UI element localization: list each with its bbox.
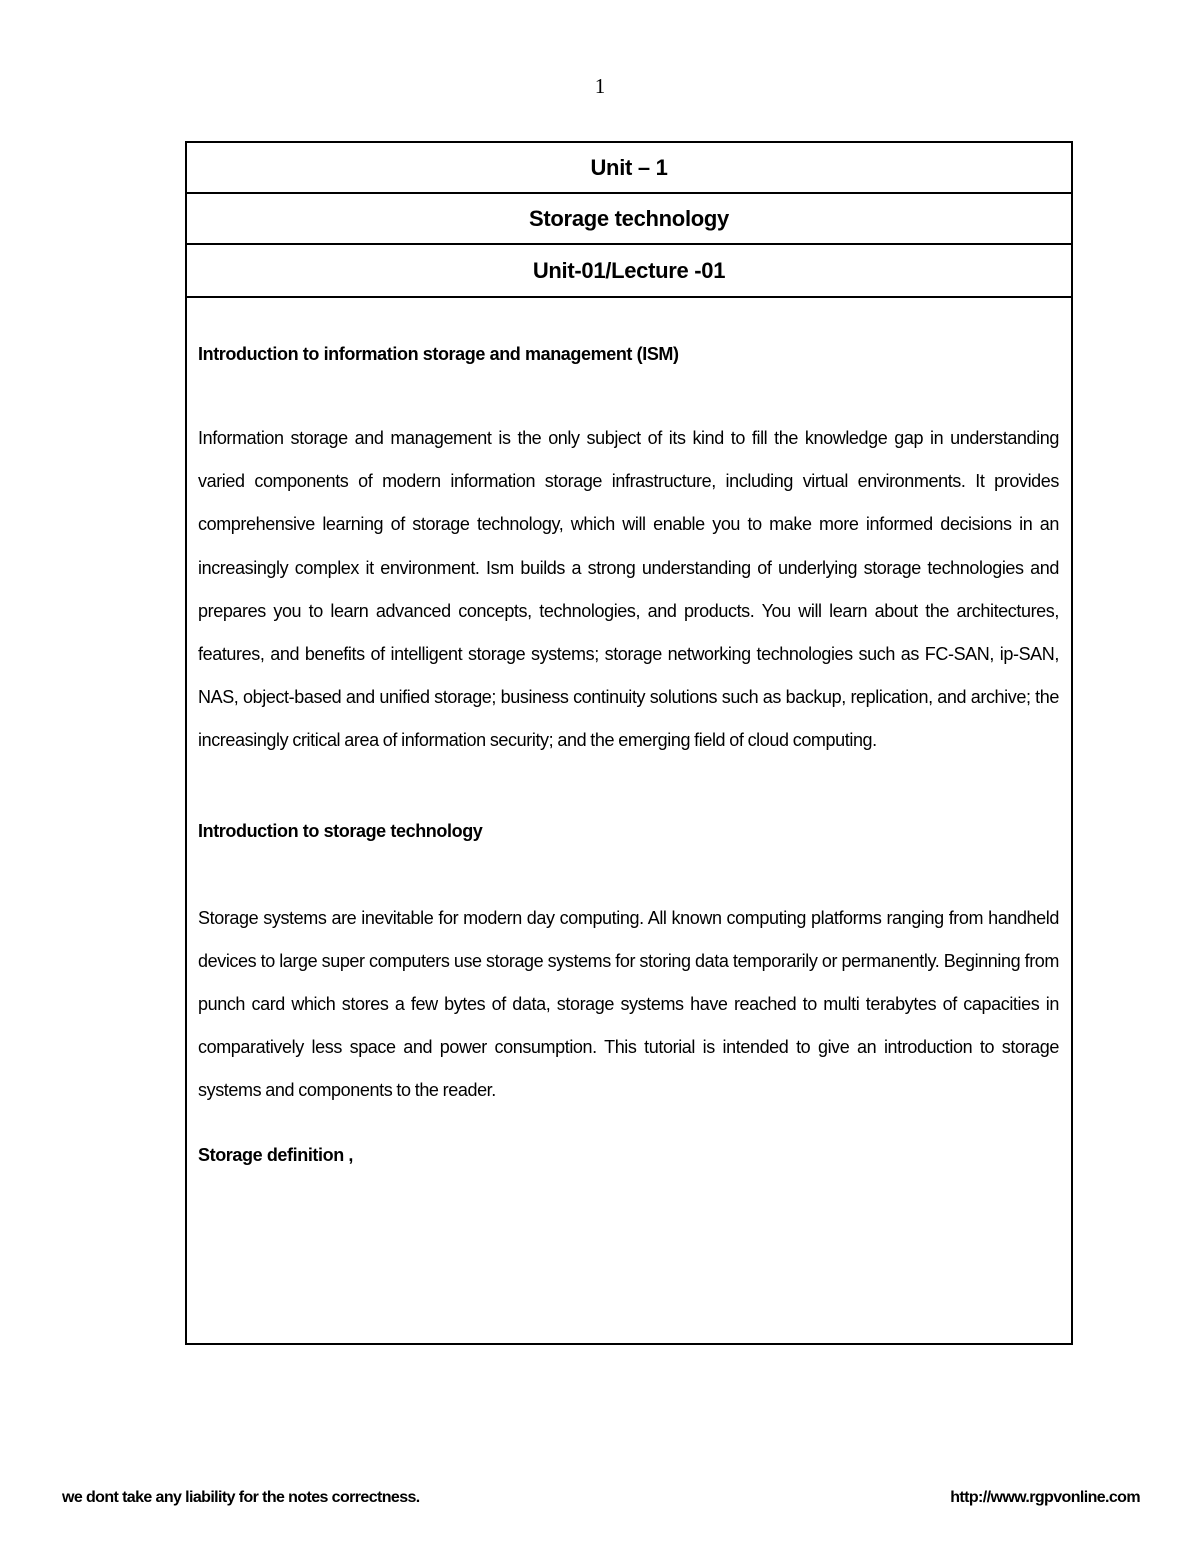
section-heading-ism: Introduction to information storage and management (ISM) xyxy=(198,344,679,364)
section-heading-storage-tech: Introduction to storage technology xyxy=(198,820,483,841)
lecture-title: Unit-01/Lecture -01 xyxy=(187,245,1071,298)
footer-url[interactable]: http://www.rgpvonline.com xyxy=(950,1489,1140,1506)
unit-title: Unit – 1 xyxy=(187,143,1071,194)
page-number: 1 xyxy=(594,74,606,98)
section-body-storage-tech: Storage systems are inevitable for modern day computing. All known computing platforms ranging from handheld devices to large super computers use storage systems for storing data temporarily or permanently. Beginning from punch card which stores a few bytes of data, storage systems have reached to multi terabytes of capacities in comparatively less space and power consumption. This tutorial is intended to give an introduction to storage systems and components to the reader. xyxy=(198,907,1059,1101)
subject-title: Storage technology xyxy=(187,194,1071,245)
document-content xyxy=(187,344,1071,1166)
storage-definition-label: Storage definition , xyxy=(198,1144,354,1165)
document-box xyxy=(185,141,1073,1345)
footer-disclaimer: we dont take any liability for the notes correctness. xyxy=(62,1489,420,1506)
section-body-ism: Information storage and management is the only subject of its kind to fill the knowledge gap in understanding varied components of modern information storage infrastructure, including virtual environments. It provides comprehensive learning of storage technology, which will enable you to make more informed decisions in an increasingly complex it environment. Ism builds a strong understanding of underlying storage technologies and prepares you to learn advanced concepts, technologies, and products. You will learn about the architectures, features, and benefits of intelligent storage systems; storage networking technologies such as FC-SAN, ip-SAN, NAS, object-based and unified storage; business continuity solutions such as backup, replication, and archive; the increasingly critical area of information security; and the emerging field of cloud computing. xyxy=(198,428,1059,751)
